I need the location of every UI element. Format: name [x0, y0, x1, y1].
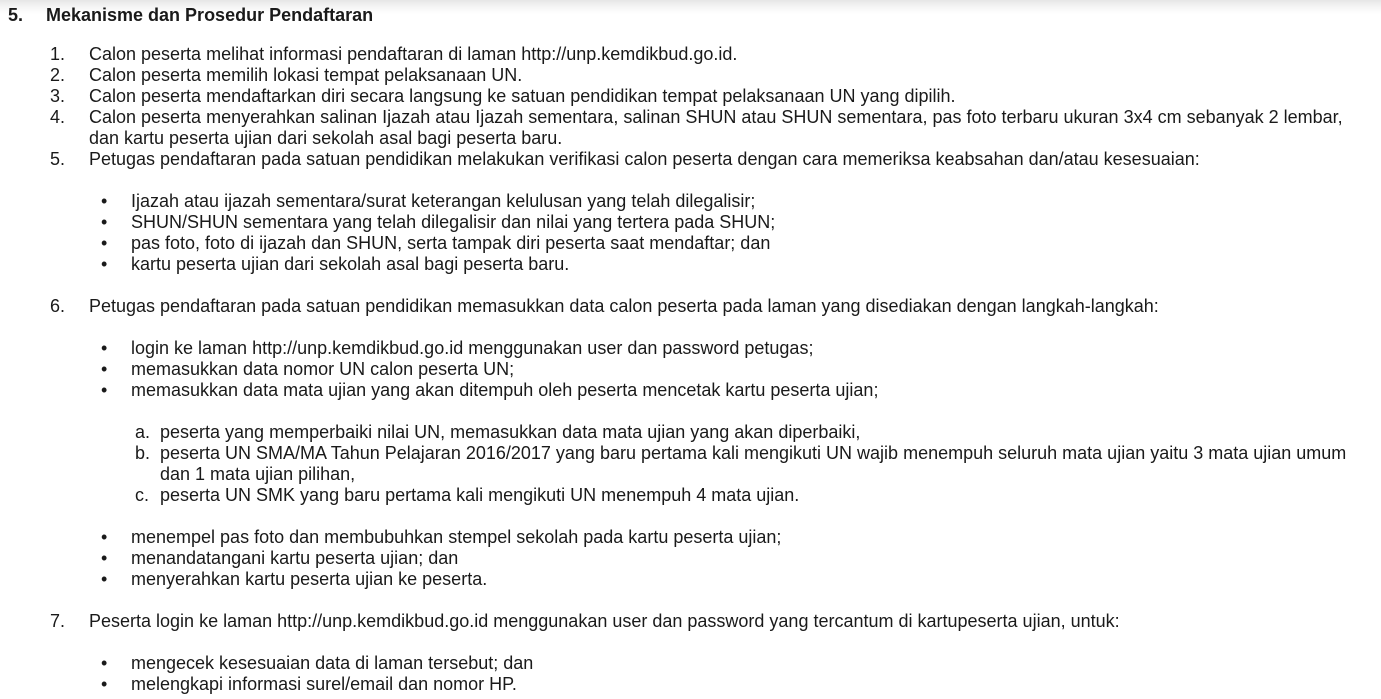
list-item-text: login ke laman http://unp.kemdikbud.go.id menggunakan user dan password petugas;: [131, 338, 814, 358]
step-item-1: [0, 44, 1381, 65]
step-text: Calon peserta memilih lokasi tempat pelaksanaan UN.: [89, 65, 523, 85]
list-item-text: SHUN/SHUN sementara yang telah dilegalisir dan nilai yang tertera pada SHUN;: [131, 212, 776, 232]
step-text: Petugas pendaftaran pada satuan pendidikan memasukkan data calon peserta pada laman yang disediakan dengan langkah-langkah:: [89, 296, 1159, 316]
participant-check-list: [0, 653, 1381, 695]
step-number: 6.: [50, 296, 66, 316]
bullet-icon: •: [101, 191, 108, 211]
list-item: [0, 569, 1381, 590]
step-item-3: [0, 86, 1381, 107]
step-number: 5.: [50, 149, 66, 169]
data-entry-list: [0, 338, 1381, 401]
list-item: [0, 191, 1381, 212]
list-item: [0, 548, 1381, 569]
step-number: 2.: [50, 65, 66, 85]
list-item: [0, 359, 1381, 380]
step-text: Calon peserta mendaftarkan diri secara langsung ke satuan pendidikan tempat pelaksanaan UN yang dipilih.: [89, 86, 956, 106]
step-item-7-group: [0, 611, 1381, 695]
list-item: [0, 254, 1381, 275]
list-item: [0, 380, 1381, 401]
step-text: Petugas pendaftaran pada satuan pendidikan melakukan verifikasi calon peserta dengan cara memeriksa keabsahan dan/atau kesesuaian:: [89, 149, 1200, 169]
step-text: Calon peserta melihat informasi pendaftaran di laman http://unp.kemdikbud.go.id.: [89, 44, 738, 64]
sub-item: [0, 443, 1381, 485]
list-item-text: memasukkan data nomor UN calon peserta UN;: [131, 359, 515, 379]
list-item: [0, 527, 1381, 548]
section-header: [8, 5, 1381, 27]
card-handling-list: [0, 527, 1381, 590]
step-text: Calon peserta menyerahkan salinan Ijazah atau Ijazah sementara, salinan SHUN atau SHUN sementara, pas foto terbaru ukuran 3x4 cm sebanyak 2 lembar, dan kartu peserta ujian dari sekolah asal bagi peserta baru.: [89, 107, 1343, 148]
sub-item: [0, 485, 1381, 506]
bullet-icon: •: [101, 233, 108, 253]
step-item-6-group: [0, 296, 1381, 590]
step-item-7: [0, 611, 1381, 632]
bullet-icon: •: [101, 254, 108, 274]
step-item-6: [0, 296, 1381, 317]
bullet-icon: •: [101, 359, 108, 379]
sub-item-text: peserta UN SMK yang baru pertama kali mengikuti UN menempuh 4 mata ujian.: [160, 485, 800, 505]
list-item: [0, 653, 1381, 674]
sub-item: [0, 422, 1381, 443]
step-item-2: [0, 65, 1381, 86]
section-title: Mekanisme dan Prosedur Pendaftaran: [46, 5, 374, 25]
step-item-5: [0, 149, 1381, 170]
bullet-icon: •: [101, 380, 108, 400]
list-item-text: menyerahkan kartu peserta ujian ke peserta.: [131, 569, 488, 589]
bullet-icon: •: [101, 212, 108, 232]
verification-list: [0, 191, 1381, 275]
step-number: 3.: [50, 86, 66, 106]
section-number: 5.: [8, 5, 24, 25]
list-item-text: pas foto, foto di ijazah dan SHUN, serta tampak diri peserta saat mendaftar; dan: [131, 233, 771, 253]
step-item-5-group: [0, 149, 1381, 275]
step-number: 7.: [50, 611, 66, 631]
list-item-text: menandatangani kartu peserta ujian; dan: [131, 548, 459, 568]
step-item-4: [0, 107, 1381, 149]
list-item-text: Ijazah atau ijazah sementara/surat keterangan kelulusan yang telah dilegalisir;: [131, 191, 756, 211]
list-item: [0, 212, 1381, 233]
bullet-icon: •: [101, 338, 108, 358]
sub-letter: a.: [135, 422, 151, 442]
sub-item-text: peserta UN SMA/MA Tahun Pelajaran 2016/2017 yang baru pertama kali mengikuti UN wajib menempuh seluruh mata ujian yaitu 3 mata ujian umum dan 1 mata ujian pilihan,: [160, 443, 1347, 484]
bullet-icon: •: [101, 674, 108, 694]
sub-letter: b.: [135, 443, 151, 463]
bullet-icon: •: [101, 548, 108, 568]
bullet-icon: •: [101, 527, 108, 547]
bullet-icon: •: [101, 569, 108, 589]
step-number: 1.: [50, 44, 66, 64]
list-item-text: kartu peserta ujian dari sekolah asal bagi peserta baru.: [131, 254, 570, 274]
step-number: 4.: [50, 107, 66, 127]
list-item-text: menempel pas foto dan membubuhkan stempel sekolah pada kartu peserta ujian;: [131, 527, 782, 547]
exam-subject-list: [0, 422, 1381, 506]
list-item-text: mengecek kesesuaian data di laman tersebut; dan: [131, 653, 534, 673]
procedure-steps: [0, 44, 1381, 695]
sub-letter: c.: [135, 485, 150, 505]
list-item: [0, 338, 1381, 359]
list-item: [0, 674, 1381, 695]
list-item-text: melengkapi informasi surel/email dan nomor HP.: [131, 674, 517, 694]
sub-item-text: peserta yang memperbaiki nilai UN, memasukkan data mata ujian yang akan diperbaiki,: [160, 422, 861, 442]
list-item: [0, 233, 1381, 254]
bullet-icon: •: [101, 653, 108, 673]
list-item-text: memasukkan data mata ujian yang akan ditempuh oleh peserta mencetak kartu peserta ujian;: [131, 380, 879, 400]
step-text: Peserta login ke laman http://unp.kemdikbud.go.id menggunakan user dan password yang tercantum di kartupeserta ujian, untuk:: [89, 611, 1120, 631]
